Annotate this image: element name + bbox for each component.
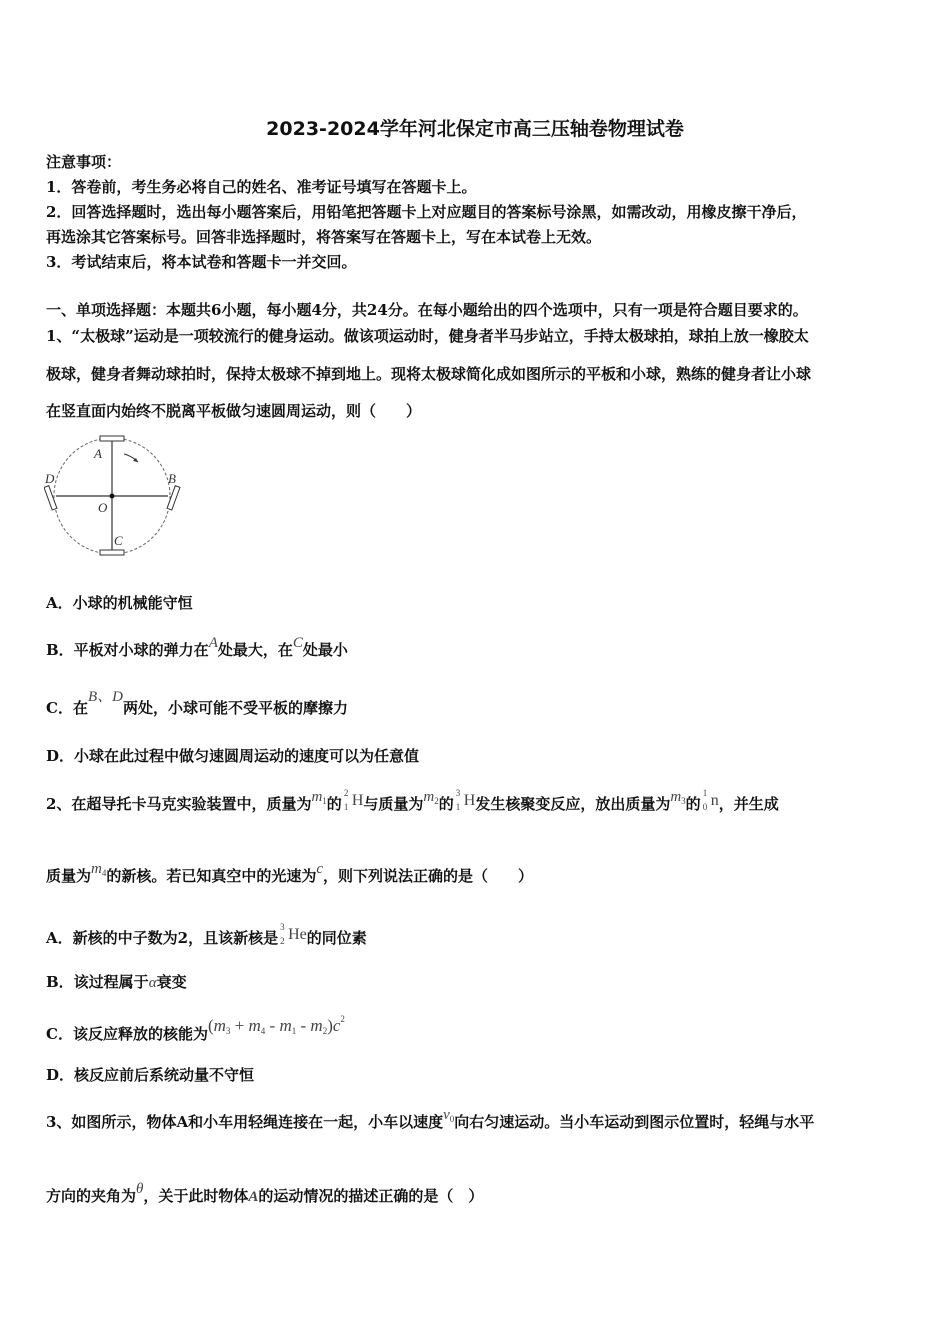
q1-option-a: A．小球的机械能守恒 bbox=[46, 594, 193, 612]
label-o: O bbox=[98, 500, 108, 515]
q2-option-d: D．核反应前后系统动量不守恒 bbox=[46, 1066, 255, 1084]
notice-heading: 注意事项： bbox=[46, 153, 122, 171]
notice-item: 1．答卷前，考生务必将自己的姓名、准考证号填写在答题卡上。 bbox=[46, 178, 477, 196]
notice-item: 再选涂其它答案标号。回答非选择题时，将答案写在答题卡上，写在本试卷上无效。 bbox=[46, 228, 602, 246]
section-heading: 一、单项选择题：本题共6小题，每小题4分，共24分。在每小题给出的四个选项中，只有一项是符合题目要求的。 bbox=[46, 301, 808, 319]
question-2-line: 2、在超导托卡马克实验装置中，质量为$m_1$的 2 1 H与质量为$m_2$的 3 1 H发生核聚变反应，放出质量为$m_3$的 1 0 n，并生成 bbox=[46, 788, 779, 813]
question-3-line: 方向的夹角为θ，关于此时物体A的运动情况的描述正确的是（ ） bbox=[46, 1181, 484, 1205]
question-1-line: 在竖直面内始终不脱离平板做匀速圆周运动，则（ ） bbox=[46, 402, 422, 420]
board-top bbox=[100, 436, 124, 441]
q2-option-b: B．该过程属于α衰变 bbox=[46, 973, 187, 991]
q1-option-c: C．在B、D两处，小球可能不受平板的摩擦力 bbox=[46, 689, 348, 717]
notice-item: 2．回答选择题时，选出每小题答案后，用铅笔把答题卡上对应题目的答案标号涂黑，如需改动，用橡皮擦干净后， bbox=[46, 203, 807, 221]
center-point bbox=[110, 494, 115, 499]
q1-option-b: B．平板对小球的弹力在A处最大，在C处最小 bbox=[46, 635, 348, 659]
board-left bbox=[44, 486, 57, 510]
notice-item: 3．考试结束后，将本试卷和答题卡一并交回。 bbox=[46, 253, 357, 271]
label-d: D bbox=[45, 471, 55, 486]
taiji-ball-figure bbox=[44, 434, 194, 560]
q2-option-a: A．新核的中子数为2，且该新核是 3 2 He的同位素 bbox=[46, 922, 367, 947]
q1-option-d: D．小球在此过程中做匀速圆周运动的速度可以为任意值 bbox=[46, 747, 420, 765]
label-b: B bbox=[168, 471, 176, 486]
question-1-line: 极球，健身者舞动球拍时，保持太极球不掉到地上。现将太极球简化成如图所示的平板和小球，熟练的健身者让小球 bbox=[46, 365, 812, 383]
question-1-line: 1、“太极球”运动是一项较流行的健身运动。做该项运动时，健身者半马步站立，手持太极球拍，球拍上放一橡胶太 bbox=[46, 327, 809, 345]
board-bottom bbox=[100, 550, 124, 555]
label-a: A bbox=[94, 446, 102, 461]
question-2-line: 质量为$m_4$的新核。若已知真空中的光速为c，则下列说法正确的是（ ） bbox=[46, 861, 534, 885]
page-title: 2023-2024学年河北保定市高三压轴卷物理试卷 bbox=[266, 118, 684, 140]
q2-option-c: C．该反应释放的核能为$(m_3 + m_4 - m_1 - m_2)c^2$ bbox=[46, 1014, 345, 1043]
label-c: C bbox=[114, 533, 123, 548]
board-right bbox=[167, 486, 180, 510]
question-3-line: 3、如图所示，物体A和小车用轻绳连接在一起，小车以速度$v_0$向右匀速运动。当小车运动到图示位置时，轻绳与水平 bbox=[46, 1107, 815, 1131]
